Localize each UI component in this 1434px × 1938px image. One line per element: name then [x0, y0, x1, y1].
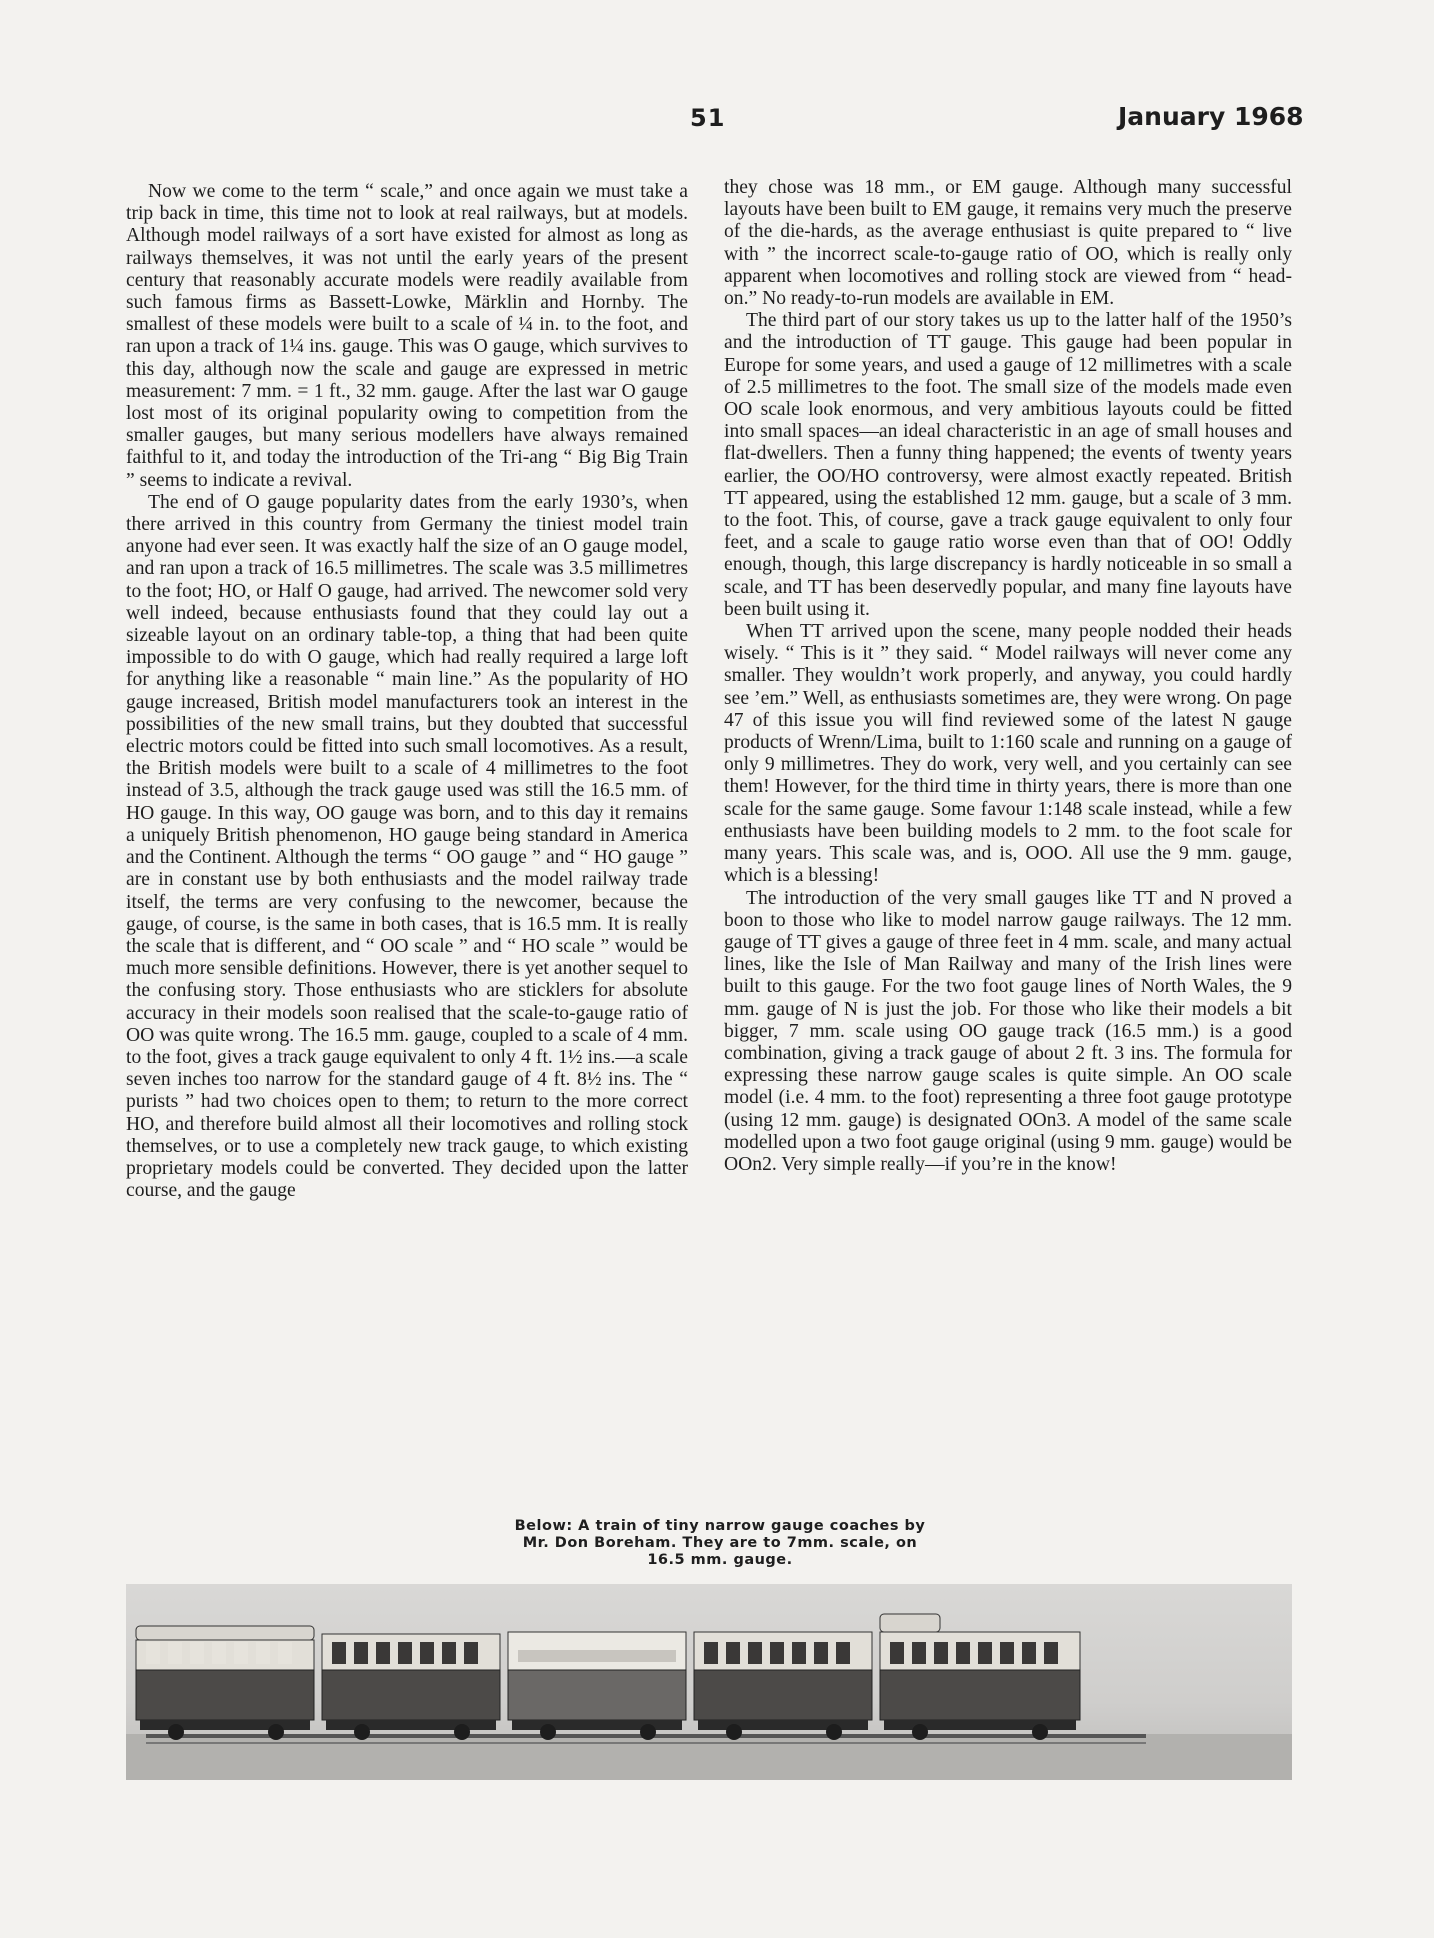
article-paragraph: The end of O gauge popularity dates from the early 1930’s, when there arrived in this country from Germany the tiniest model train anyone had ever seen. It was exactly half the size of an O gauge model, and ran upon a track of 16.5 millimetres. The scale was 3.5 millimetres to the foot; HO, or Half O gauge, had arrived. The newcomer sold very well indeed, because enthusiasts found that they could lay out a sizeable layout on an ordinary table-top, a thing that had been quite impossible to do with O gauge, which had really required a large loft for anything like a reasonable “ main line.” As the popularity of HO gauge increased, British model manufacturers took an interest in the possibilities of the new small trains, but they doubted that successful electric motors could be fitted into such small locomotives. As a result, the British models were built to a scale of 4 millimetres to the foot instead of 3.5, although the track gauge used was still the 16.5 mm. of HO gauge. In this way, OO gauge was born, and to this day it remains a uniquely British phenomenon, HO gauge being standard in America and the Continent. Although the terms “ OO gauge ” and “ HO gauge ” are in constant use by both enthusiasts and the model railway trade itself, the terms are very confusing to the newcomer, because the gauge, of course, is the same in both cases, that is 16.5 mm. It is really the scale that is different, and “ OO scale ” and “ HO scale ” would be much more sensible definitions. However, there is yet another sequel to the confusing story. Those enthusiasts who are sticklers for absolute accuracy in their models soon realised that the scale-to-gauge ratio of OO was quite wrong. The 16.5 mm. gauge, coupled to a scale of 4 mm. to the foot, gives a track gauge equivalent to only 4 ft. 1½ ins.—a scale seven inches too narrow for the standard gauge of 4 ft. 8½ ins. The “ purists ” had two choices open to them; to return to the more correct HO, and therefore build almost all their locomotives and rolling stock themselves, or to use a completely new track gauge, to which existing proprietary models could be converted. They decided upon the latter course, and the gauge — [126, 491, 688, 1202]
train-photograph — [126, 1584, 1292, 1780]
article-paragraph: Now we come to the term “ scale,” and once again we must take a trip back in time, this time not to look at real railways, but at models. Although model railways of a sort have existed for almost as long as railways themselves, it was not until the early years of the present century that reasonably accurate models were readily available from such famous firms as Bassett-Lowke, Märklin and Hornby. The smallest of these models were built to a scale of ¼ in. to the foot, and ran upon a track of 1¼ ins. gauge. This was O gauge, which survives to this day, although now the scale and gauge are expressed in metric measurement: 7 mm. = 1 ft., 32 mm. gauge. After the last war O gauge lost most of its original popularity owing to competition from the smaller gauges, but many serious modellers have always remained faithful to it, and today the introduction of the Tri-ang “ Big Big Train ” seems to indicate a revival. — [126, 181, 688, 491]
article-column-left — [126, 181, 688, 1202]
caption-line: 16.5 mm. gauge. — [647, 1552, 793, 1568]
coach-1 — [136, 1626, 314, 1740]
coach-5 — [880, 1614, 1080, 1740]
coach-3 — [508, 1632, 686, 1740]
coach-4 — [694, 1632, 872, 1740]
photo-caption — [420, 1518, 1020, 1569]
coach-2 — [322, 1634, 500, 1740]
caption-line: Mr. Don Boreham. They are to 7mm. scale, on — [522, 1535, 918, 1551]
article-paragraph: When TT arrived upon the scene, many people nodded their heads wisely. “ This is it ” they said. “ Model railways will never come any smaller. They wouldn’t work properly, and anyway, you could hardly see ’em.” Well, as enthusiasts sometimes are, they were wrong. On page 47 of this issue you will find reviewed some of the latest N gauge products of Wrenn/Lima, built to 1:160 scale and running on a gauge of only 9 millimetres. They do work, very well, and you certainly can see them! However, for the third time in thirty years, there is more than one scale for the same gauge. Some favour 1:148 scale instead, while a few enthusiasts have been building models to 2 mm. to the foot scale for many years. This scale was, and is, OOO. All use the 9 mm. gauge, which is a blessing! — [724, 621, 1292, 887]
article-paragraph: The third part of our story takes us up to the latter half of the 1950’s and the introduction of TT gauge. This gauge had been popular in Europe for some years, and used a gauge of 12 millimetres with a scale of 2.5 millimetres to the foot. The small size of the models made even OO scale look enormous, and very ambitious layouts could be fitted into small spaces—an ideal characteristic in an age of small houses and flat-dwellers. Then a funny thing happened; the events of twenty years earlier, the OO/HO controversy, were almost exactly repeated. British TT appeared, using the established 12 mm. gauge, but a scale of 3 mm. to the foot. This, of course, gave a track gauge equivalent to only four feet, and a scale to gauge ratio worse even than that of OO! Oddly enough, though, this large discrepancy is hardly noticeable in so small a scale, and TT has been deservedly popular, and many fine layouts have been built using it. — [724, 310, 1292, 620]
article-paragraph: The introduction of the very small gauges like TT and N proved a boon to those who like to model narrow gauge railways. The 12 mm. gauge of TT gives a gauge of three feet in 4 mm. scale, and many actual lines, like the Isle of Man Railway and many of the Irish lines were built to this gauge. For the two foot gauge lines of North Wales, the 9 mm. gauge of N is just the job. For those who like their models a bit bigger, 7 mm. scale using OO gauge track (16.5 mm.) is a good combination, giving a track gauge of about 2 ft. 3 ins. The formula for expressing these narrow gauge scales is quite simple. An OO scale model (i.e. 4 mm. to the foot) representing a three foot gauge prototype (using 12 mm. gauge) is designated OOn3. A model of the same scale modelled upon a two foot gauge original (using 9 mm. gauge) would be OOn2. Very simple really—if you’re in the know! — [724, 887, 1292, 1175]
caption-line: Below: A train of tiny narrow gauge coaches by — [514, 1518, 926, 1534]
article-column-right — [724, 177, 1292, 1176]
narrow-gauge-coaches-image — [126, 1584, 1292, 1780]
issue-date: January 1968 — [1118, 102, 1304, 131]
page-number: 51 — [690, 104, 726, 132]
article-paragraph: they chose was 18 mm., or EM gauge. Although many successful layouts have been built to EM gauge, it remains very much the preserve of the die-hards, as the average enthusiast is quite prepared to “ live with ” the incorrect scale-to-gauge ratio of OO, which is really only apparent when locomotives and rolling stock are viewed from “ head-on.” No ready-to-run models are available in EM. — [724, 177, 1292, 310]
